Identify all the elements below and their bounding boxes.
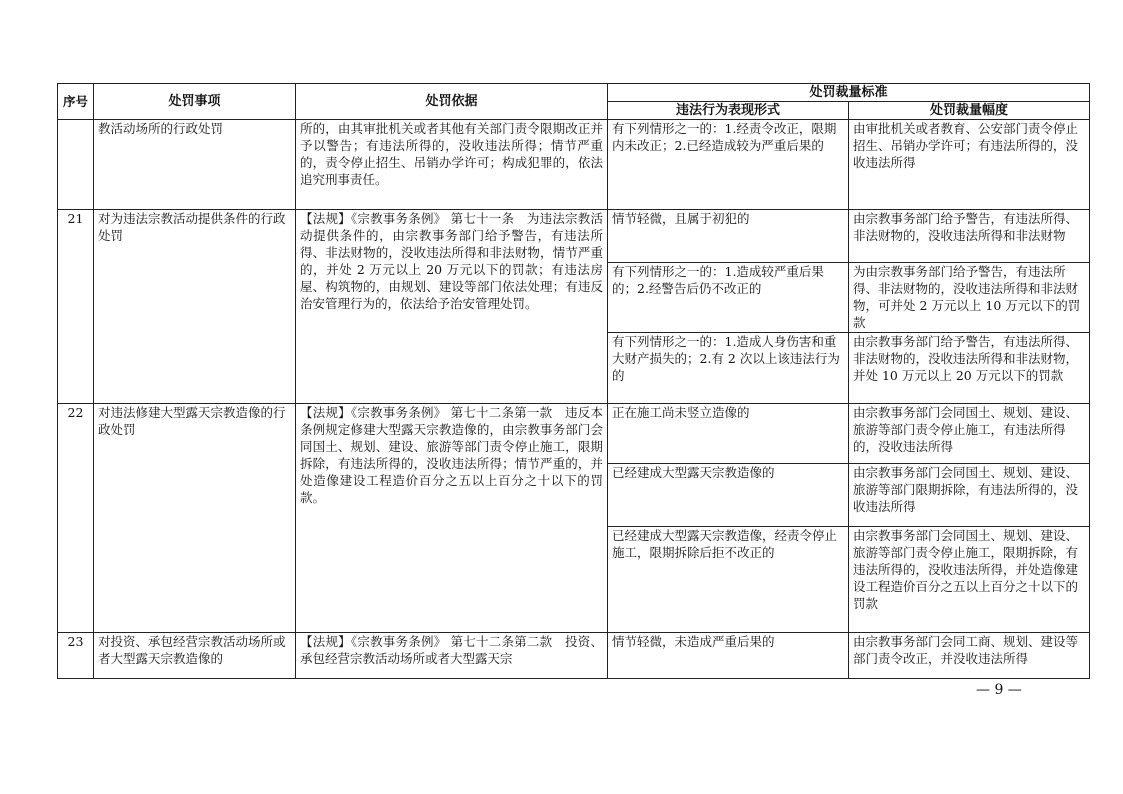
row-range: 由宗教事务部门会同国土、规划、建设、旅游等部门责令停止施工，有违法所得的，没收违法所得 [849,404,1090,464]
row-form: 有下列情形之一的：1.经责令改正，限期内未改正；2.已经造成较为严重后果的 [608,120,849,210]
row-num: 22 [58,404,94,633]
table-row-continued [58,120,1090,210]
row-range: 由宗教事务部门会同国土、规划、建设、旅游等部门限期拆除，有违法所得的，没收违法所得 [849,464,1090,527]
row-range: 为由宗教事务部门给予警告，有违法所得、非法财物的，没收违法所得和非法财物，可并处 2 万元以上 10 万元以下的罚款 [849,263,1090,333]
row-form: 有下列情形之一的：1.造成较严重后果的；2.经警告后仍不改正的 [608,263,849,333]
row-form: 已经建成大型露天宗教造像，经责令停止施工，限期拆除后拒不改正的 [608,527,849,633]
row-range: 由宗教事务部门给予警告，有违法所得、非法财物的，没收违法所得和非法财物，并处 10 万元以上 20 万元以下的罚款 [849,333,1090,404]
row-num: 23 [58,633,94,679]
row-range: 由宗教事务部门会同国土、规划、建设、旅游等部门责令停止施工，限期拆除，有违法所得的，没收违法所得，并处造像建设工程造价百分之五以上百分之十以下的罚款 [849,527,1090,633]
row-range: 由宗教事务部门会同工商、规划、建设等部门责令改正，并没收违法所得 [849,633,1090,679]
row-num [58,120,94,210]
row-basis: 【法规】《宗教事务条例》 第七十二条第一款 违反本条例规定修建大型露天宗教造像的，由宗教事务部门会同国土、规划、建设、旅游等部门责令停止施工，限期拆除，有违法所得的，没收违法所得；情节严重的，并处造像建设工程造价百分之五以上百分之十以下的罚款。 [296,404,608,633]
table-row-22 [58,404,1090,464]
penalty-table [57,83,1090,679]
row-item: 对违法修建大型露天宗教造像的行政处罚 [94,404,296,633]
header-standard: 处罚裁量标准 [608,84,1090,102]
row-form: 正在施工尚未竖立造像的 [608,404,849,464]
row-form: 已经建成大型露天宗教造像的 [608,464,849,527]
row-num: 21 [58,210,94,404]
table-row-21 [58,210,1090,263]
row-item: 对为违法宗教活动提供条件的行政处罚 [94,210,296,404]
row-form: 情节轻微，且属于初犯的 [608,210,849,263]
row-range: 由审批机关或者教育、公安部门责令停止招生、吊销办学许可；有违法所得的，没收违法所得 [849,120,1090,210]
row-range: 由宗教事务部门给予警告，有违法所得、非法财物的，没收违法所得和非法财物 [849,210,1090,263]
header-form: 违法行为表现形式 [608,102,849,120]
page-number: — 9 — [976,682,1022,698]
header-seq: 序号 [58,84,94,120]
row-form: 情节轻微，未造成严重后果的 [608,633,849,679]
row-basis: 【法规】《宗教事务条例》 第七十二条第二款 投资、承包经营宗教活动场所或者大型露天宗 [296,633,608,679]
row-basis: 所的，由其审批机关或者其他有关部门责令限期改正并予以警告；有违法所得的，没收违法所得；情节严重的，责令停止招生、吊销办学许可；构成犯罪的，依法追究刑事责任。 [296,120,608,210]
row-basis: 【法规】《宗教事务条例》 第七十一条 为违法宗教活动提供条件的，由宗教事务部门给予警告，有违法所得、非法财物的，没收违法所得和非法财物，情节严重的，并处 2 万元以上 20 万元以下的罚款；有违法房屋、构筑物的，由规划、建设等部门依法处理；有违反治安管理行为的，依法给予治安管理处罚。 [296,210,608,404]
row-form: 有下列情形之一的：1.造成人身伤害和重大财产损失的；2.有 2 次以上该违法行为的 [608,333,849,404]
table-row-23 [58,633,1090,679]
header-item: 处罚事项 [94,84,296,120]
header-range: 处罚裁量幅度 [849,102,1090,120]
row-item: 对投资、承包经营宗教活动场所或者大型露天宗教造像的 [94,633,296,679]
row-item: 教活动场所的行政处罚 [94,120,296,210]
header-basis: 处罚依据 [296,84,608,120]
